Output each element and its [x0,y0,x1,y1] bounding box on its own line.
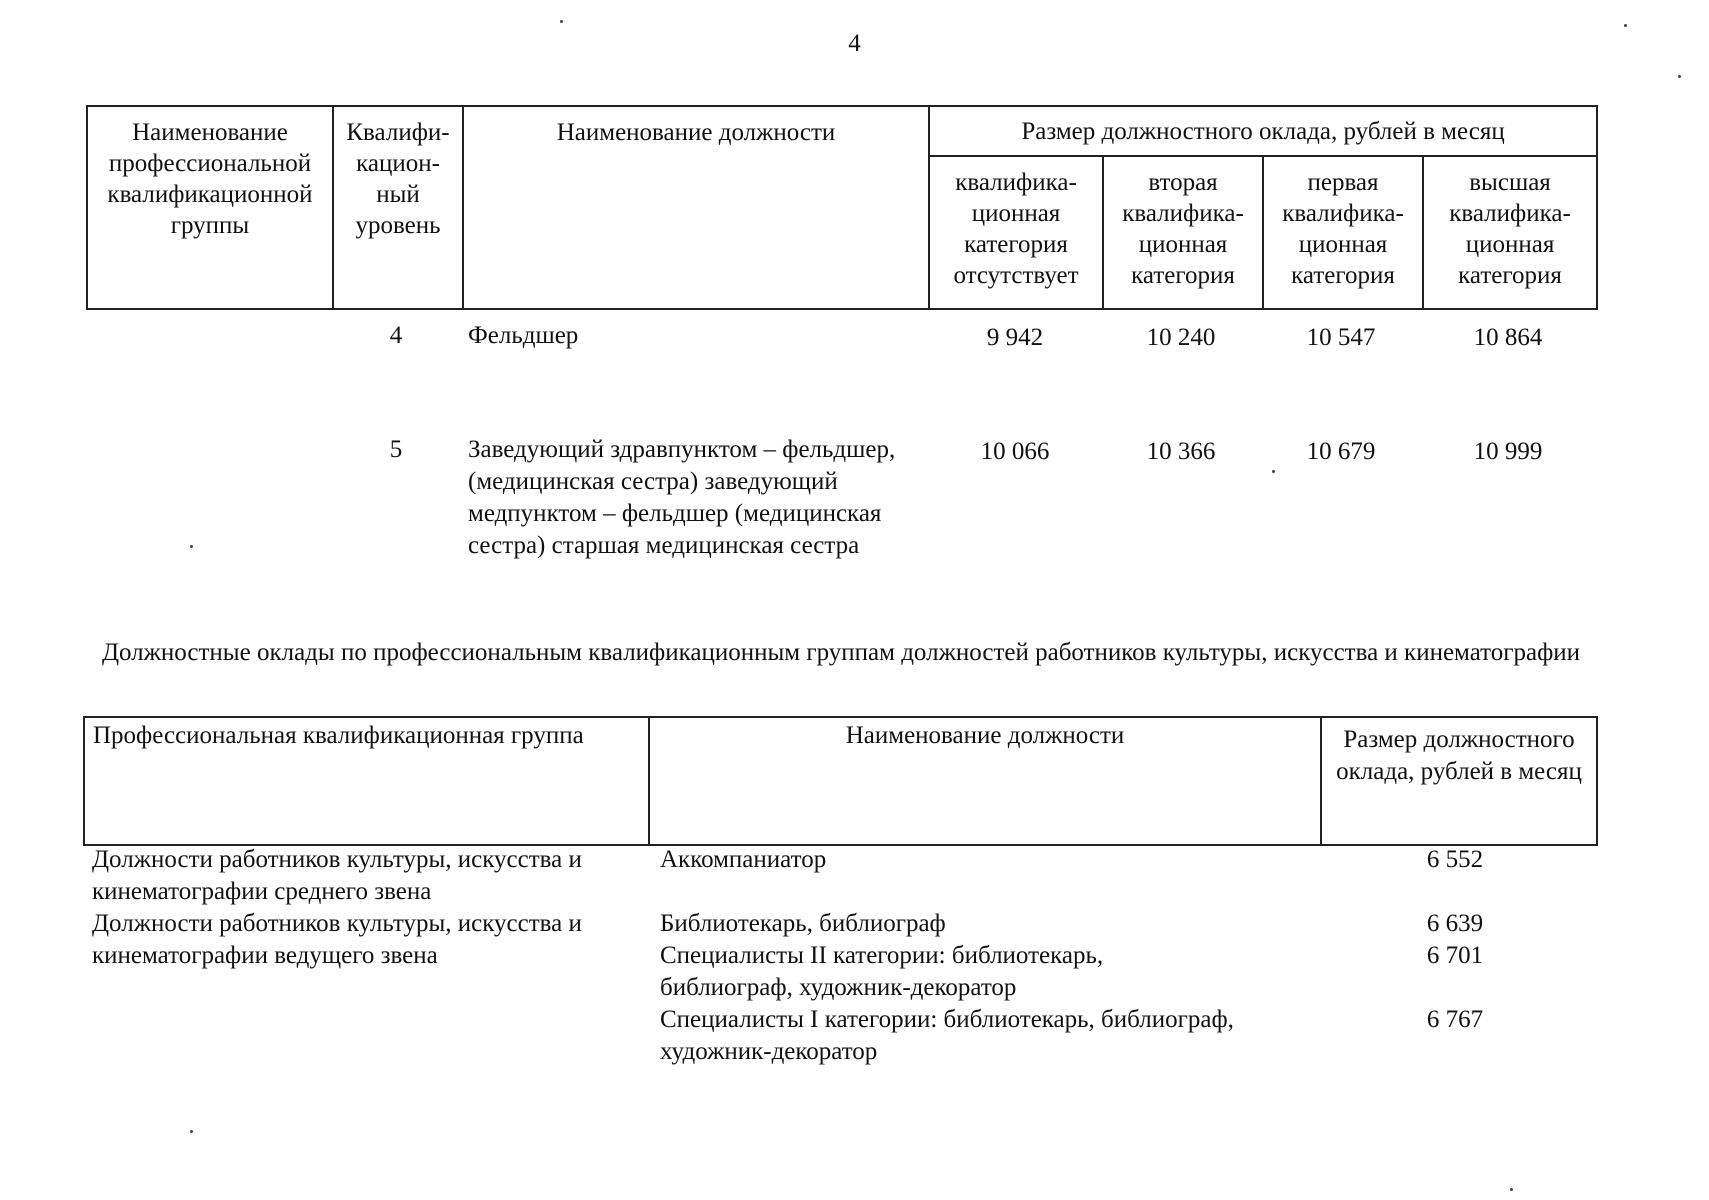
group-name: Должности работников культуры, искусства и кинематографии среднего звена [92,846,582,905]
scan-speck [1272,470,1275,473]
header-category-highest: высшая квалифика-ционная категория [1423,156,1597,309]
row-salary: 6 767 [1426,1006,1484,1033]
header-group-name: Наименование профессиональной квалификационной группы [87,106,333,309]
row-position: Библиотекарь, библиограф [660,910,946,937]
row-salary-none: 10 066 [980,438,1050,465]
header-category-none: квалифика-ционная категория отсутствует [929,156,1103,309]
salary-table-culture-header [83,716,1598,846]
header-position-name: Наименование должности [649,717,1321,845]
scan-speck [190,1130,193,1133]
scan-speck [190,545,193,548]
row-position: Специалисты I категории: библиотекарь, библиограф, художник-декоратор [660,1006,1234,1065]
header-qualification-level: Квалифи-кацион-ный уровень [333,106,463,309]
header-salary-size: Размер должностного оклада, рублей в месяц [929,106,1597,156]
header-position-name: Наименование должности [463,106,929,309]
row-salary: 6 639 [1426,910,1484,937]
row-salary: 6 701 [1426,942,1484,969]
row-position: Аккомпаниатор [660,846,827,873]
row-position: Фельдшер [468,322,579,349]
row-salary-none: 9 942 [986,324,1044,351]
scan-speck [1678,75,1681,78]
row-position: Специалисты II категории: библиотекарь, библиограф, художник-декоратор [660,942,1104,1001]
row-salary-second: 10 240 [1146,324,1216,351]
row-salary-first: 10 547 [1306,324,1376,351]
header-professional-group: Профессиональная квалификационная группа [84,717,649,845]
row-position: Заведующий здравпунктом – фельдшер, (медицинская сестра) заведующий медпунктом – фельдшер (медицинская сестра) старшая медицинская сестра [468,436,896,559]
group-name: Должности работников культуры, искусства и кинематографии ведущего звена [92,910,582,969]
salary-table-medical-header [86,105,1598,310]
scan-speck [560,20,563,23]
row-salary-highest: 10 864 [1473,324,1543,351]
row-salary: 6 552 [1426,846,1484,873]
section-title: Должностные оклады по профессиональным квалификационным группам должностей работников культуры, искусства и кинематографии [101,639,1581,666]
row-level: 4 [389,322,403,349]
row-level: 5 [389,436,403,463]
row-salary-first: 10 679 [1306,438,1376,465]
row-salary-second: 10 366 [1146,438,1216,465]
header-category-first: первая квалифика-ционная категория [1263,156,1423,309]
header-category-second: вторая квалифика-ционная категория [1103,156,1263,309]
scan-speck [1510,1188,1513,1191]
row-salary-highest: 10 999 [1473,438,1543,465]
page-number: 4 [848,30,861,57]
scan-speck [1624,24,1627,27]
header-salary-size: Размер должностного оклада, рублей в месяц [1321,717,1597,845]
